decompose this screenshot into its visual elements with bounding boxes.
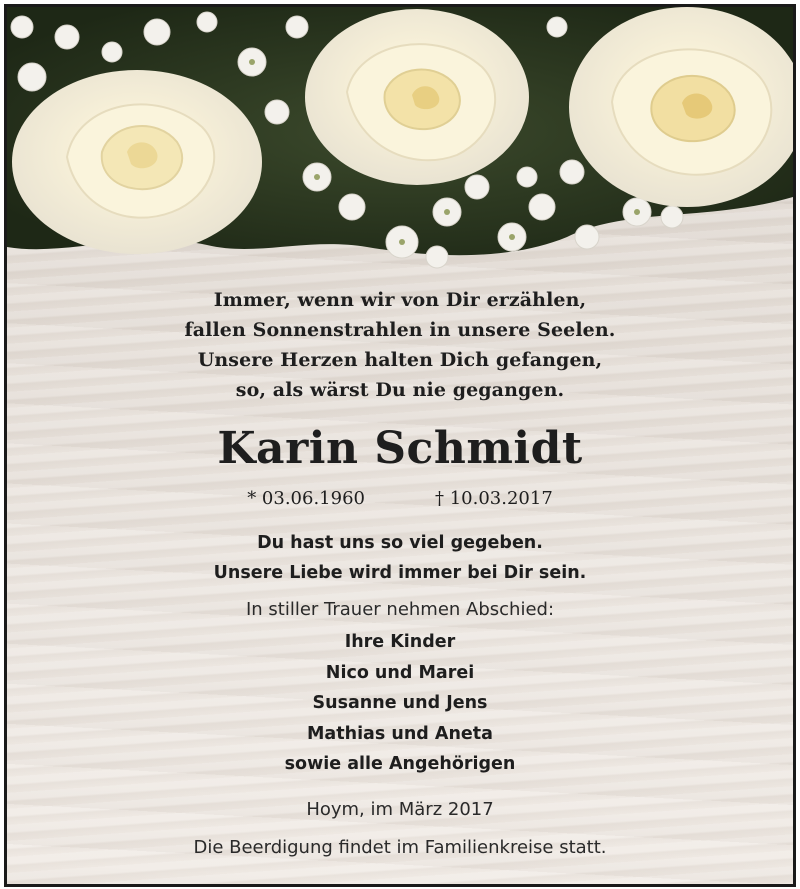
memorial-poem	[7, 285, 793, 405]
life-dates	[7, 485, 793, 513]
mourner-entry: Nico und Marei	[325, 662, 475, 683]
poem-line: fallen Sonnenstrahlen in unsere Seelen.	[184, 319, 616, 341]
mourner-entry: Susanne und Jens	[312, 693, 488, 713]
poem-line: Unsere Herzen halten Dich gefangen,	[197, 349, 603, 371]
deceased-name: Karin Schmidt	[217, 423, 583, 474]
poem-line: so, als wärst Du nie gegangen.	[235, 379, 565, 401]
birth-date: * 03.06.1960	[247, 488, 365, 509]
mourners-list	[7, 627, 793, 780]
poem-line: Immer, wenn wir von Dir erzählen,	[213, 289, 587, 311]
mourner-entry: sowie alle Angehörigen	[284, 754, 516, 774]
funeral-note: Die Beerdigung findet im Familienkreise statt.	[193, 837, 607, 858]
memorial-phrase	[7, 528, 793, 588]
obituary-card	[4, 4, 796, 887]
phrase-line: Du hast uns so viel gegeben.	[257, 533, 543, 553]
phrase-line: Unsere Liebe wird immer bei Dir sein.	[213, 563, 587, 583]
white-roses-image	[7, 7, 793, 287]
death-date: † 10.03.2017	[435, 488, 553, 509]
place-and-date: Hoym, im März 2017	[306, 799, 494, 820]
mourner-entry: Ihre Kinder	[344, 632, 456, 652]
mourner-entry: Mathias und Aneta	[307, 723, 493, 744]
farewell-intro: In stiller Trauer nehmen Abschied:	[245, 599, 555, 620]
